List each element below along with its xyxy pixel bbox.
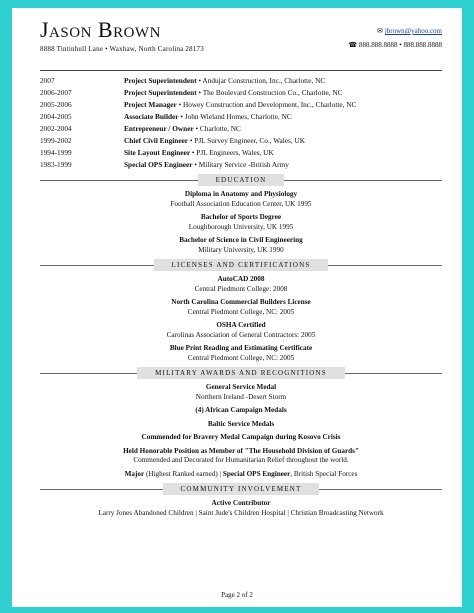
job-org: • John Wieland Homes, Charlotte, NC [178, 112, 292, 121]
job-title: Associate Builder [124, 112, 179, 121]
award-item [40, 383, 442, 402]
section-heading-licenses [40, 259, 442, 271]
section-label: COMMUNITY INVOLVEMENT [163, 483, 320, 495]
item-sub: Central Piedmont College, NC: 2005 [187, 353, 295, 362]
job-year: 2005-2006 [40, 100, 72, 109]
rank-title: Major [124, 469, 145, 478]
phone-icon: ☎ [348, 41, 358, 49]
candidate-address: 8888 Tintinhull Lane • Waxhaw, North Carolina 28173 [40, 45, 204, 53]
job-year: 1999-2002 [40, 136, 72, 145]
item-title: Commended for Bravery Medal Campaign during Kosovo Crisis [141, 433, 341, 441]
job-row [40, 123, 442, 135]
job-title: Site Layout Engineer [124, 148, 191, 157]
job-title: Project Superintendent [124, 76, 197, 85]
job-row [40, 147, 442, 159]
job-org: • PJL Engineers, Wales, UK [190, 148, 274, 157]
rank-line [40, 470, 442, 480]
header-divider [40, 70, 442, 71]
resume-page [12, 8, 462, 607]
education-item [40, 190, 442, 209]
item-sub: Carolinas Association of General Contractors: 2005 [166, 330, 316, 339]
contact-block [348, 24, 442, 52]
job-title: Special OPS Engineer [124, 160, 193, 169]
job-row [40, 135, 442, 147]
job-title: Entrepreneur / Owner [124, 124, 194, 133]
item-sub: Central Piedmont College: 2008 [194, 284, 288, 293]
page-number: Page 2 of 2 [221, 591, 253, 599]
section-label: MILITARY AWARDS AND RECOGNITIONS [137, 367, 345, 379]
license-item [40, 321, 442, 340]
job-org: • The Boulevard Construction Co., Charlotte, NC [196, 88, 343, 97]
item-title: Diploma in Anatomy and Physiology [184, 190, 298, 198]
job-year: 2007 [40, 76, 55, 85]
rank-role: Special OPS Engineer [222, 469, 291, 478]
community-item [40, 499, 442, 518]
job-org: • Military Service -British Army [192, 160, 289, 169]
item-title: AutoCAD 2008 [217, 275, 265, 283]
rank-note: (Highest Ranked earned) | [144, 469, 223, 478]
job-org: • PJL Survey Engineer, Co., Wales, UK [188, 136, 306, 145]
phone-numbers: 888.888.8888 • 888.888.8888 [359, 41, 442, 49]
award-item [40, 420, 442, 430]
section-heading-education [40, 174, 442, 186]
item-sub: Northern Ireland -Desert Storm [195, 392, 287, 401]
award-item [40, 406, 442, 416]
item-sub: Military University, UK 1990 [198, 245, 284, 254]
job-org: • Andujar Construction, Inc., Charlotte, NC [196, 76, 326, 85]
item-title: Bachelor of Science in Civil Engineering [179, 236, 303, 244]
item-title: (4) African Campaign Medals [195, 406, 287, 414]
item-title: OSHA Certified [216, 321, 266, 329]
job-year: 1994-1999 [40, 148, 72, 157]
email-link[interactable]: jbrown@yahoo.com [384, 27, 442, 35]
license-item [40, 275, 442, 294]
job-org: • Charlotte, NC [193, 124, 241, 133]
item-title: Bachelor of Sports Degree [200, 213, 282, 221]
rank-unit: , British Special Forces [290, 469, 358, 478]
resume-header [40, 18, 442, 70]
job-row [40, 87, 442, 99]
item-title: Baltic Service Medals [207, 419, 275, 428]
job-history [40, 75, 442, 171]
job-org: • Howey Construction and Development, Inc., Charlotte, NC [176, 100, 357, 109]
job-year: 2002-2004 [40, 124, 72, 133]
award-item [40, 433, 442, 443]
section-heading-military [40, 367, 442, 379]
job-row [40, 111, 442, 123]
item-title: Held Honorable Position as Member of "The Household Division of Guards" [123, 446, 359, 455]
item-sub: Football Association Education Center, UK 1995 [170, 199, 312, 208]
item-sub: Loughborough University, UK 1995 [188, 222, 294, 231]
award-item [40, 447, 442, 466]
job-title: Chief Civil Engineer [124, 136, 189, 145]
education-item [40, 213, 442, 232]
job-year: 2006-2007 [40, 88, 72, 97]
section-label: EDUCATION [198, 174, 285, 186]
job-row [40, 99, 442, 111]
job-title: Project Manager [124, 100, 177, 109]
job-row [40, 159, 442, 171]
education-item [40, 236, 442, 255]
item-sub: Larry Jones Abandoned Children | Saint Jude's Children Hospital | Christian Broadcasting Network [98, 508, 384, 517]
job-row [40, 75, 442, 87]
item-sub: Commended and Decorated for Humanitarian Relief throughout the world. [133, 456, 349, 464]
license-item [40, 344, 442, 363]
envelope-icon: ✉ [376, 27, 383, 35]
job-title: Project Superintendent [124, 88, 197, 97]
section-heading-community [40, 483, 442, 495]
license-item [40, 298, 442, 317]
candidate-name: Jason Brown [40, 17, 161, 42]
item-title: Blue Print Reading and Estimating Certificate [169, 344, 313, 352]
section-label: LICENSES AND CERTIFICATIONS [154, 259, 329, 271]
job-year: 2004-2005 [40, 112, 72, 121]
item-title: North Carolina Commercial Builders License [171, 298, 311, 306]
item-title: General Service Medal [205, 383, 277, 391]
item-title: Active Contributor [211, 499, 271, 507]
job-year: 1983-1999 [40, 160, 72, 169]
item-sub: Central Piedmont College, NC: 2005 [187, 307, 295, 316]
